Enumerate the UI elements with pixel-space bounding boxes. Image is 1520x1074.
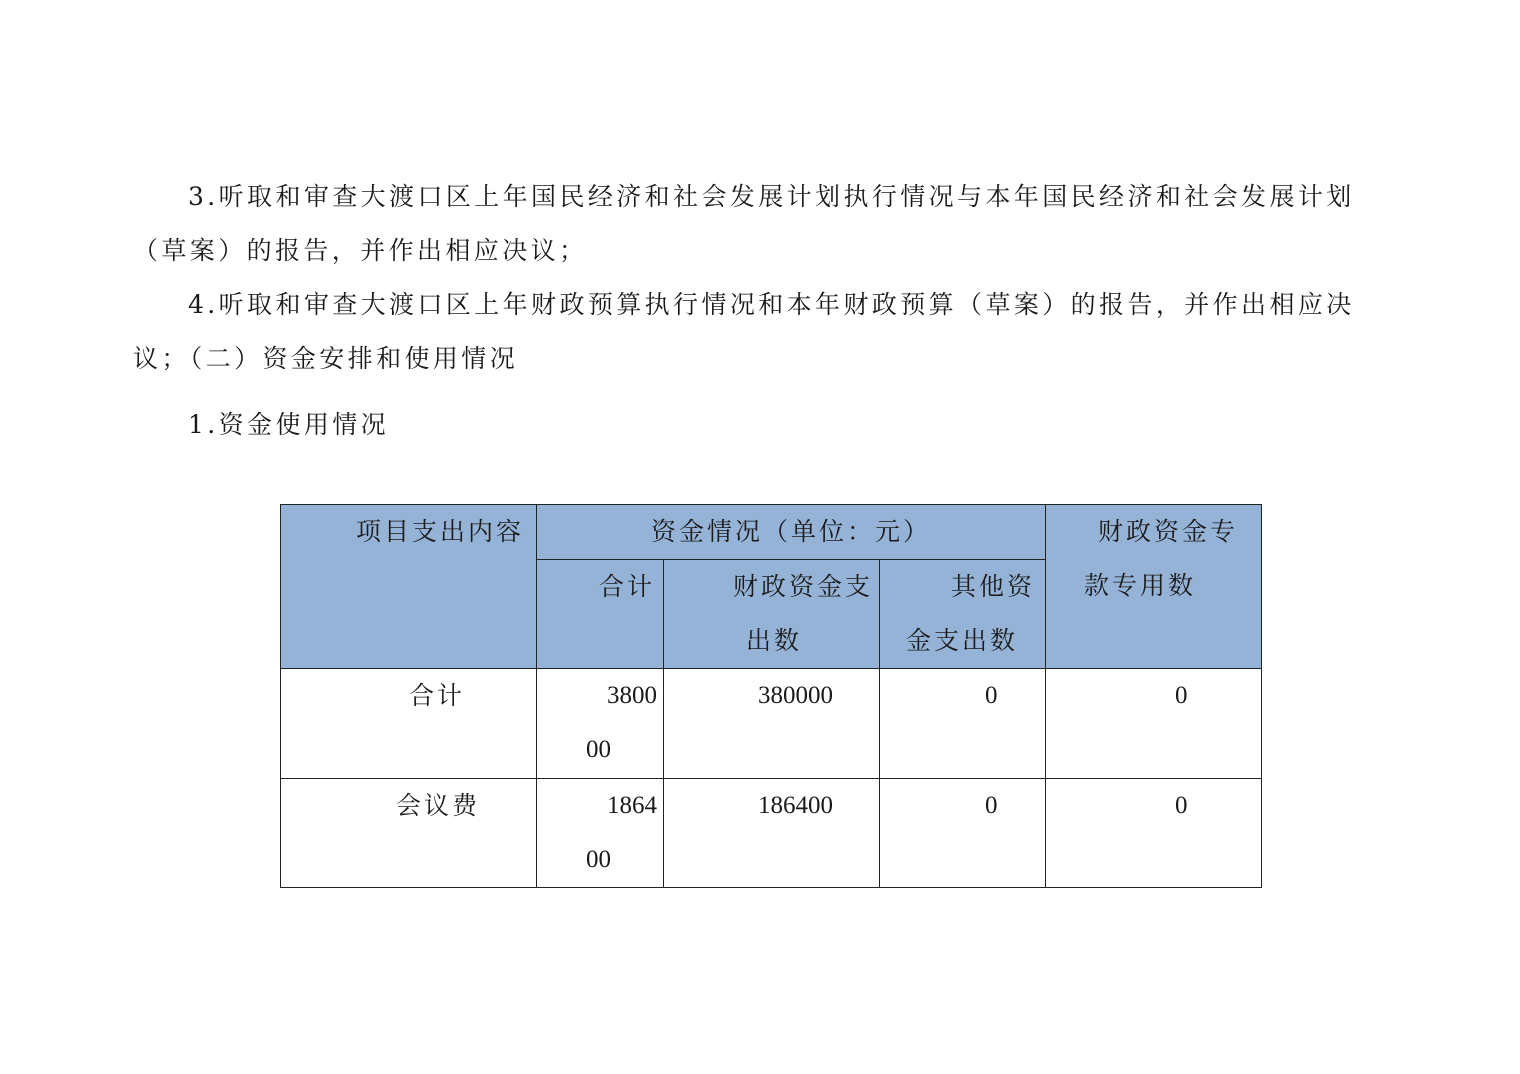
header-fiscal-line2: 出数: [746, 626, 803, 655]
row-fiscal-cell: [664, 779, 880, 888]
header-project-label: 项目支出内容: [355, 517, 524, 546]
row-total-line2: 00: [586, 846, 611, 873]
row-total-line1: 3800: [607, 682, 657, 709]
row-other: 0: [985, 682, 998, 709]
header-funds-group: [537, 505, 1046, 560]
section-heading-text: 1.资金使用情况: [188, 410, 390, 439]
header-project: [281, 505, 537, 669]
paragraph-text: 3.听取和审查大渡口区上年国民经济和社会发展计划执行情况与本年国民经济和社会发展计划: [188, 182, 1355, 211]
paragraph-text: 议；（二）资金安排和使用情况: [133, 344, 519, 373]
paragraph-item-4: [133, 278, 1373, 386]
header-fiscal-line1: 财政资金支: [732, 572, 873, 601]
table-row: [281, 779, 1262, 888]
header-funds-group-label: 资金情况（单位：元）: [650, 517, 931, 546]
row-special: 0: [1175, 682, 1188, 709]
row-name-cell: [281, 779, 537, 888]
table-row: [281, 669, 1262, 779]
row-other-cell: [880, 779, 1046, 888]
paragraph-text: 4.听取和审查大渡口区上年财政预算执行情况和本年财政预算（草案）的报告，并作出相应决: [188, 290, 1355, 319]
row-special-cell: [1046, 779, 1262, 888]
header-special-line2: 款专用数: [1084, 571, 1197, 600]
row-fiscal: 380000: [758, 682, 833, 709]
row-total-line1: 1864: [607, 792, 657, 819]
paragraph-item-3: [133, 170, 1373, 278]
header-fiscal: [664, 560, 880, 669]
header-other-line1: 其他资: [950, 572, 1035, 601]
funds-table: [280, 504, 1262, 888]
row-fiscal: 186400: [758, 792, 833, 819]
header-special: [1046, 505, 1262, 669]
header-other-line2: 金支出数: [906, 626, 1019, 655]
header-total-label: 合计: [598, 572, 655, 601]
row-other: 0: [985, 792, 998, 819]
row-total-cell: [537, 779, 664, 888]
row-special-cell: [1046, 669, 1262, 779]
section-heading: [133, 398, 1373, 452]
row-total-line2: 00: [586, 736, 611, 763]
paragraph-text: （草案）的报告，并作出相应决议；: [133, 236, 588, 265]
row-name-cell: [281, 669, 537, 779]
row-name: 合计: [409, 681, 466, 710]
row-fiscal-cell: [664, 669, 880, 779]
header-other: [880, 560, 1046, 669]
row-total-cell: [537, 669, 664, 779]
row-name: 会议费: [396, 791, 481, 820]
header-total: [537, 560, 664, 669]
row-other-cell: [880, 669, 1046, 779]
row-special: 0: [1175, 792, 1188, 819]
header-special-line1: 财政资金专: [1098, 517, 1239, 546]
